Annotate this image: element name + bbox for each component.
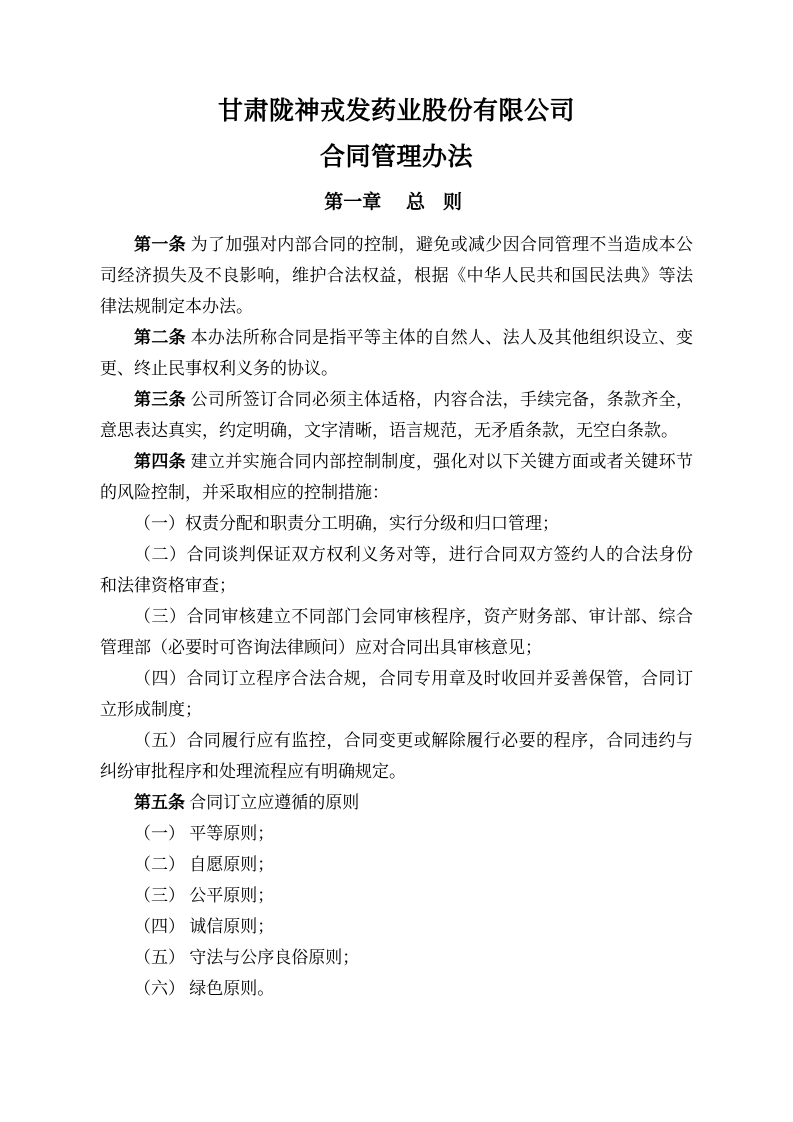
paragraph: （五） 守法与公序良俗原则； [134, 948, 360, 967]
article-label: 第四条 [134, 452, 187, 471]
paragraph: 第五条 合同订立应遵循的原则 [134, 793, 360, 812]
article-label: 第一条 [134, 235, 187, 254]
document-title: 合同管理办法 [319, 144, 473, 171]
chapter-title: 总 则 [406, 192, 469, 213]
paragraph: 第四条 建立并实施合同内部控制制度，强化对以下关键方面或者关键环节的风险控制，并采取相应的控制措施： [100, 452, 694, 502]
paragraph: （三）合同审核建立不同部门会同审核程序，资产财务部、审计部、综合管理部（必要时可咨询法律顾问）应对合同出具审核意见； [100, 607, 693, 657]
paragraph: 第二条 本办法所称合同是指平等主体的自然人、法人及其他组织设立、变更、终止民事权利义务的协议。 [100, 328, 694, 378]
paragraph: （二） 自愿原则； [134, 855, 275, 874]
paragraph: （一）权责分配和职责分工明确，实行分级和归口管理； [134, 514, 559, 533]
paragraph: （二）合同谈判保证双方权利义务对等，进行合同双方签约人的合法身份和法律资格审查； [100, 545, 693, 595]
article-label: 第二条 [134, 328, 187, 347]
chapter-number: 第一章 [324, 192, 382, 213]
article-label: 第五条 [134, 793, 185, 812]
paragraph: （六） 绿色原则。 [134, 979, 275, 998]
paragraph: （三） 公平原则； [134, 886, 275, 905]
chapter-heading [100, 190, 693, 216]
paragraph: 第三条 公司所签订合同必须主体适格，内容合法，手续完备，条款齐全，意思表达真实，约定明确，文字清晰，语言规范，无矛盾条款，无空白条款。 [100, 390, 694, 440]
document-body [100, 229, 693, 1004]
paragraph: （四） 诚信原则； [134, 917, 275, 936]
company-title: 甘肃陇神戎发药业股份有限公司 [217, 98, 575, 125]
paragraph: （一） 平等原则； [134, 824, 275, 843]
paragraph: （四）合同订立程序合法合规，合同专用章及时收回并妥善保管，合同订立形成制度； [100, 669, 693, 719]
article-label: 第三条 [134, 390, 187, 409]
paragraph: 第一条 为了加强对内部合同的控制，避免或减少因合同管理不当造成本公司经济损失及不良影响，维护合法权益，根据《中华人民共和国民法典》等法律法规制定本办法。 [100, 235, 694, 316]
paragraph: （五）合同履行应有监控，合同变更或解除履行必要的程序，合同违约与纠纷审批程序和处理流程应有明确规定。 [100, 731, 693, 781]
